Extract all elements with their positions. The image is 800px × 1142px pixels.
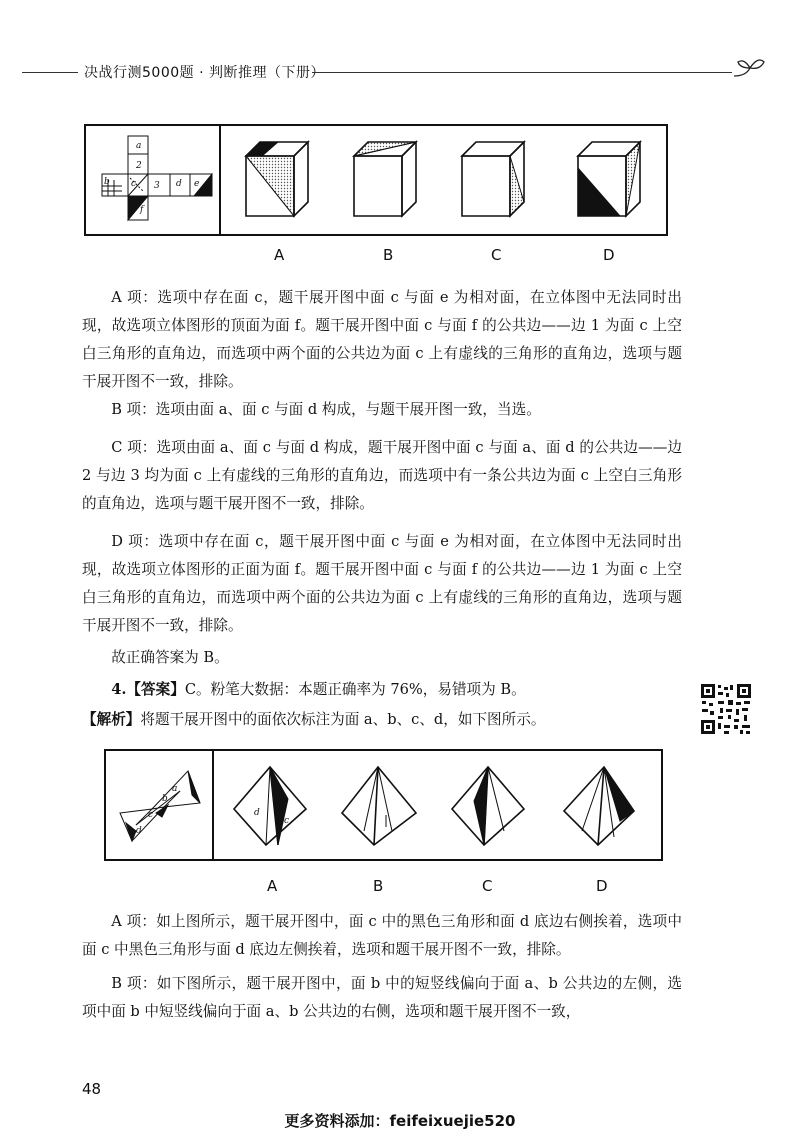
net-label-f: f <box>140 205 144 215</box>
net-label-c: c <box>131 179 137 189</box>
cube-option-c <box>454 136 534 222</box>
figure1-option-label-a: A <box>274 246 285 264</box>
figure-cube-question <box>84 124 668 236</box>
tetra-net-label-a: a <box>172 784 178 794</box>
paragraph-tetra-option-b: B 项：如下图所示，题干展开图中，面 b 中的短竖线偏向于面 a、b 公共边的左侧，选项中面 b 中短竖线偏向于面 a、b 公共边的右侧，选项和题干展开图不一致， <box>82 975 682 1020</box>
page-header <box>0 58 800 88</box>
analysis-tag: 【解析】 <box>82 711 141 728</box>
figure2-option-label-d: D <box>596 877 608 895</box>
figure1-option-label-d: D <box>603 246 615 264</box>
net-label-a: a <box>136 141 142 151</box>
figure-divider <box>212 751 214 859</box>
tetra-option-a <box>226 761 316 851</box>
net-label-2: 2 <box>136 161 142 171</box>
figure2-option-label-b: B <box>373 877 384 895</box>
tetra-d-black <box>604 767 634 821</box>
tetra-net-label-d: d <box>136 826 142 836</box>
tetra-option-b <box>334 761 424 851</box>
paragraph-conclusion: 故正确答案为 B。 <box>111 649 229 666</box>
tetra-net-black-1 <box>188 771 200 803</box>
cube-option-a <box>238 136 318 222</box>
paragraph-option-a: A 项：选项中存在面 c，题干展开图中面 c 与面 e 为相对面，在立体图中无法同时出现，故选项立体图形的顶面为面 f。题干展开图中面 c 与面 f 的公共边——边 1 为面 c 上空白三角形的直角边，而选项中两个面的公共边为面 c 上有虚线的三角形的直角边，选项与题干展开图不一致，排除。 <box>82 289 682 390</box>
tetra-a-label-d: d <box>254 808 260 818</box>
paragraph-option-b: B 项：选项由面 a、面 c 与面 d 构成，与题干展开图一致，当选。 <box>111 401 541 418</box>
header-title: 决战行测5000题 · 判断推理（下册） <box>84 65 325 81</box>
tetra-option-c <box>444 761 534 851</box>
paragraph-option-c: C 项：选项由面 a、面 c 与面 d 构成，题干展开图中面 c 与面 a、面 d 的公共边——边 2 与边 3 均为面 c 上有虚线的三角形的直角边，而选项中有一条公共边为面 c 上空白三角形的直角边，选项与题干展开图不一致，排除。 <box>82 439 682 512</box>
cube-d-front-black <box>578 168 620 216</box>
analysis-text: 将题干展开图中的面依次标注为面 a、b、c、d，如下图所示。 <box>140 711 546 728</box>
tetra-a-label-c: c <box>284 816 290 826</box>
footer-contact: 更多资料添加：feifeixuejie520 <box>284 1112 516 1130</box>
page-number: 48 <box>82 1080 102 1098</box>
net-label-3: 3 <box>154 181 160 191</box>
cube-option-b <box>346 136 426 222</box>
figure2-option-label-a: A <box>267 877 278 895</box>
sprout-icon <box>732 54 768 84</box>
cube-a-top-black <box>246 142 278 156</box>
cube-net-diagram <box>86 126 220 234</box>
figure-tetrahedron-question <box>104 749 663 861</box>
paragraph-analysis <box>82 706 682 734</box>
answer-text: C。粉笔大数据：本题正确率为 76%，易错项为 B。 <box>184 681 526 698</box>
net-label-e: e <box>194 179 200 189</box>
net-black-triangle-f <box>128 196 148 220</box>
tetra-option-d <box>554 761 644 851</box>
figure1-option-label-b: B <box>383 246 394 264</box>
answer-tag: 4.【答案】 <box>111 681 185 698</box>
paragraph-answer <box>82 676 682 704</box>
header-rule-left <box>22 72 78 73</box>
paragraph-tetra-option-a: A 项：如上图所示，题干展开图中，面 c 中的黑色三角形和面 d 底边右侧挨着，选项中面 c 中黑色三角形与面 d 底边左侧挨着，选项和题干展开图不一致，排除。 <box>82 913 682 958</box>
paragraph-option-d: D 项：选项中存在面 c，题干展开图中面 c 与面 e 为相对面，在立体图中无法同时出现，故选项立体图形的正面为面 f。题干展开图中面 c 与面 f 的公共边——边 1 为面 c 上空白三角形的直角边，而选项中两个面的公共边为面 c 上有虚线的三角形的直角边，选项与题干展开图不一致，排除。 <box>82 533 682 634</box>
net-label-d: d <box>176 179 182 189</box>
tetra-net-label-b: b <box>162 794 168 804</box>
figure2-option-label-c: C <box>482 877 493 895</box>
tetra-net-label-c: c <box>148 810 154 820</box>
net-label-b: b <box>104 177 110 187</box>
cube-c-side-dotted <box>510 156 524 216</box>
qr-code <box>700 683 752 735</box>
figure1-option-label-c: C <box>491 246 502 264</box>
tetra-net-diagram <box>106 751 212 859</box>
header-rule-right <box>312 72 732 73</box>
cube-option-d <box>570 136 650 222</box>
tetra-net-black-2 <box>156 805 168 817</box>
